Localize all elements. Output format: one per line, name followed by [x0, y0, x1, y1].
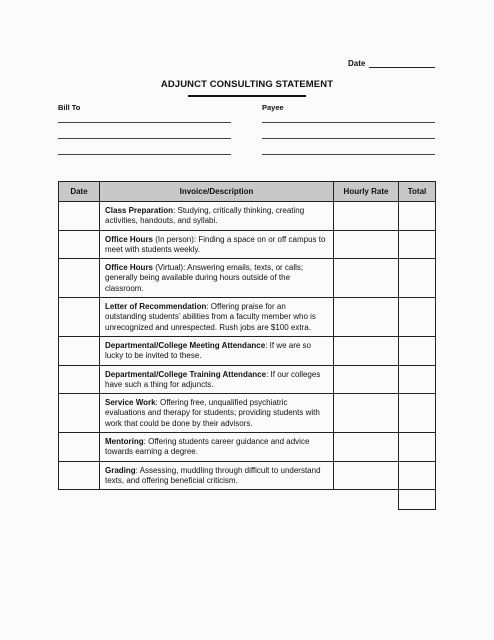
table-row [59, 298, 436, 337]
grand-total-cell[interactable] [399, 490, 436, 510]
bill-to-line-2[interactable] [58, 138, 231, 139]
item-title: Departmental/College Training Attendance [105, 369, 267, 379]
item-text: : Offering free, unqualified psychiatric evaluations and therapy for students; providing students with work that could be done by their advisors. [105, 398, 320, 428]
date-cell[interactable] [59, 336, 100, 365]
item-text: : Studying, critically thinking, creating activities, handouts, and syllabi. [105, 206, 305, 226]
bill-to-label: Bill To [58, 103, 81, 112]
hourly-rate-cell[interactable] [334, 202, 399, 231]
hourly-rate-cell[interactable] [334, 298, 399, 337]
table-row [59, 433, 436, 462]
table-row [59, 230, 436, 259]
column-header-total: Total [399, 182, 436, 202]
item-text: : If our colleges have such a thing for adjuncts. [105, 369, 321, 389]
payee-line-3[interactable] [262, 154, 435, 155]
description-cell [100, 365, 334, 394]
table-row [59, 461, 436, 490]
bill-to-line-1[interactable] [58, 122, 231, 123]
date-field [348, 59, 435, 68]
item-title: Departmental/College Meeting Attendance [105, 340, 266, 350]
item-text: : Offering students career guidance and advice towards earning a degree. [105, 437, 310, 457]
description-cell [100, 298, 334, 337]
item-title: Mentoring [105, 437, 144, 447]
payee-label: Payee [262, 103, 284, 112]
title-underline [188, 95, 306, 97]
date-cell[interactable] [59, 433, 100, 462]
date-label: Date [348, 59, 366, 68]
total-cell[interactable] [399, 230, 436, 259]
total-cell[interactable] [399, 259, 436, 298]
description-cell [100, 433, 334, 462]
date-cell[interactable] [59, 230, 100, 259]
bill-to-line-3[interactable] [58, 154, 231, 155]
payee-line-1[interactable] [262, 122, 435, 123]
payee-line-2[interactable] [262, 138, 435, 139]
item-text: (Virtual): Answering emails, texts, or calls; generally being available during hours outside of the classroom. [105, 263, 304, 293]
item-title: Office Hours [105, 234, 154, 244]
description-cell [100, 230, 334, 259]
hourly-rate-cell[interactable] [334, 230, 399, 259]
column-header-description: Invoice/Description [100, 182, 334, 202]
date-line[interactable] [369, 59, 435, 68]
item-title: Office Hours [105, 263, 154, 273]
blank-cell [334, 490, 399, 510]
table-row [59, 365, 436, 394]
description-cell [100, 394, 334, 433]
hourly-rate-cell[interactable] [334, 365, 399, 394]
item-title: Class Preparation [105, 206, 174, 215]
hourly-rate-cell[interactable] [334, 259, 399, 298]
item-text: (In person): Finding a space on or off campus to meet with students weekly. [105, 234, 326, 254]
column-header-date: Date [59, 182, 100, 202]
page-title: ADJUNCT CONSULTING STATEMENT [160, 79, 334, 90]
total-cell[interactable] [399, 365, 436, 394]
invoice-table [58, 181, 436, 510]
total-cell[interactable] [399, 298, 436, 337]
total-cell[interactable] [399, 461, 436, 490]
description-cell [100, 202, 334, 231]
blank-cell [100, 490, 334, 510]
column-header-hourly-rate: Hourly Rate [334, 182, 399, 202]
table-row [59, 259, 436, 298]
description-cell [100, 461, 334, 490]
total-cell[interactable] [399, 336, 436, 365]
hourly-rate-cell[interactable] [334, 336, 399, 365]
item-text: : Assessing, muddling through difficult to understand texts, and offering beneficial criticism. [105, 465, 321, 485]
hourly-rate-cell[interactable] [334, 394, 399, 433]
table-row [59, 394, 436, 433]
total-cell[interactable] [399, 202, 436, 231]
table-row [59, 336, 436, 365]
item-text: : If we are so lucky to be invited to these. [105, 340, 311, 361]
hourly-rate-cell[interactable] [334, 433, 399, 462]
date-cell[interactable] [59, 365, 100, 394]
table-header-row [59, 182, 436, 202]
total-cell[interactable] [399, 394, 436, 433]
description-cell [100, 259, 334, 298]
hourly-rate-cell[interactable] [334, 461, 399, 490]
grand-total-row [59, 490, 436, 510]
date-cell[interactable] [59, 202, 100, 231]
item-title: Grading [105, 465, 136, 475]
item-text: : Offering praise for an outstanding students’ abilities from a faculty member who is unrecognized and unrespected. Rush jobs are $100 extra. [105, 302, 316, 332]
date-cell[interactable] [59, 298, 100, 337]
date-cell[interactable] [59, 394, 100, 433]
description-cell [100, 336, 334, 365]
total-cell[interactable] [399, 433, 436, 462]
date-cell[interactable] [59, 461, 100, 490]
item-title: Service Work [105, 398, 156, 408]
table-row [59, 202, 436, 231]
date-cell[interactable] [59, 259, 100, 298]
blank-cell [59, 490, 100, 510]
item-title: Letter of Recommendation [105, 302, 207, 312]
